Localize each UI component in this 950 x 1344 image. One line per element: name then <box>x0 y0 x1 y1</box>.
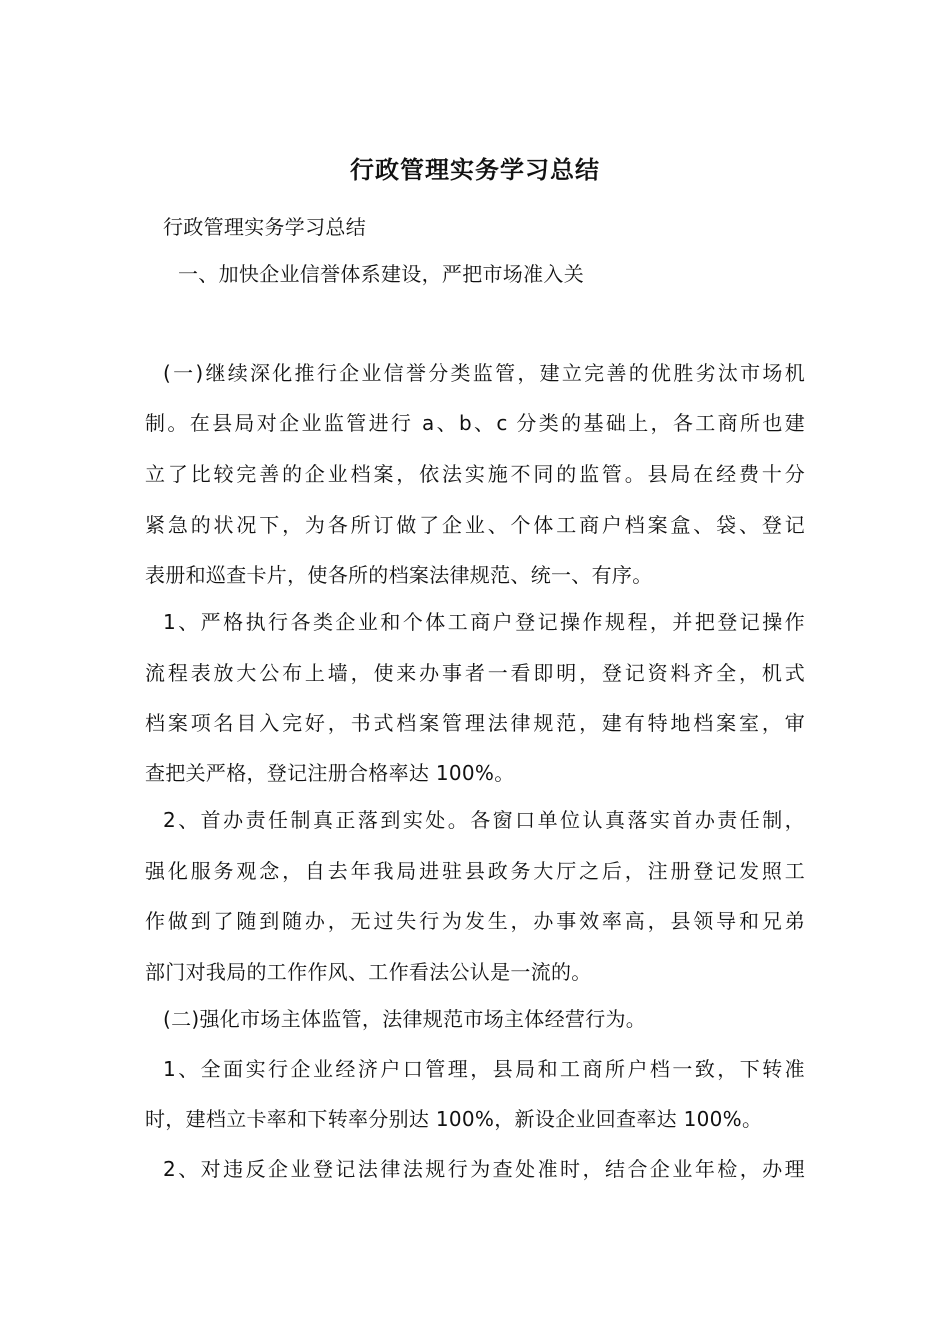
paragraph-line: 作做到了随到随办，无过失行为发生，办事效率高，县领导和兄弟 <box>145 909 805 933</box>
paragraph-line: 1、全面实行企业经济户口管理，县局和工商所户档一致，下转准 <box>163 1057 805 1081</box>
paragraph-line: 2、首办责任制真正落到实处。各窗口单位认真落实首办责任制， <box>163 808 805 832</box>
paragraph-line: 制。在县局对企业监管进行 a、b、c 分类的基础上，各工商所也建 <box>145 411 805 435</box>
paragraph-line: 紧急的状况下，为各所订做了企业、个体工商户档案盒、袋、登记 <box>145 513 805 537</box>
paragraph-line: (一)继续深化推行企业信誉分类监管，建立完善的优胜劣汰市场机 <box>163 361 805 385</box>
paragraph-line: 立了比较完善的企业档案，依法实施不同的监管。县局在经费十分 <box>145 462 805 486</box>
paragraph-line: 流程表放大公布上墙，使来办事者一看即明，登记资料齐全，机式 <box>145 661 805 685</box>
paragraph-line: 2、对违反企业登记法律法规行为查处准时，结合企业年检，办理 <box>163 1157 805 1181</box>
document-title: 行政管理实务学习总结 <box>350 155 600 184</box>
paragraph-line: 时，建档立卡率和下转率分别达 100%，新设企业回查率达 100%。 <box>145 1107 763 1131</box>
subtitle-line: 行政管理实务学习总结 <box>163 215 366 239</box>
paragraph-line: 档案项名目入完好，书式档案管理法律规范，建有特地档案室，审 <box>145 711 805 735</box>
paragraph-line: 1、严格执行各类企业和个体工商户登记操作规程，并把登记操作 <box>163 610 805 634</box>
paragraph-line: 表册和巡查卡片，使各所的档案法律规范、统一、有序。 <box>145 563 653 587</box>
paragraph-line: 强化服务观念，自去年我局进驻县政务大厅之后，注册登记发照工 <box>145 859 805 883</box>
section-heading: 一、加快企业信誉体系建设，严把市场准入关 <box>178 262 584 286</box>
paragraph-line: 部门对我局的工作作风、工作看法公认是一流的。 <box>145 960 592 984</box>
section-heading: (二)强化市场主体监管，法律规范市场主体经营行为。 <box>163 1007 647 1031</box>
paragraph-line: 查把关严格，登记注册合格率达 100%。 <box>145 761 515 785</box>
